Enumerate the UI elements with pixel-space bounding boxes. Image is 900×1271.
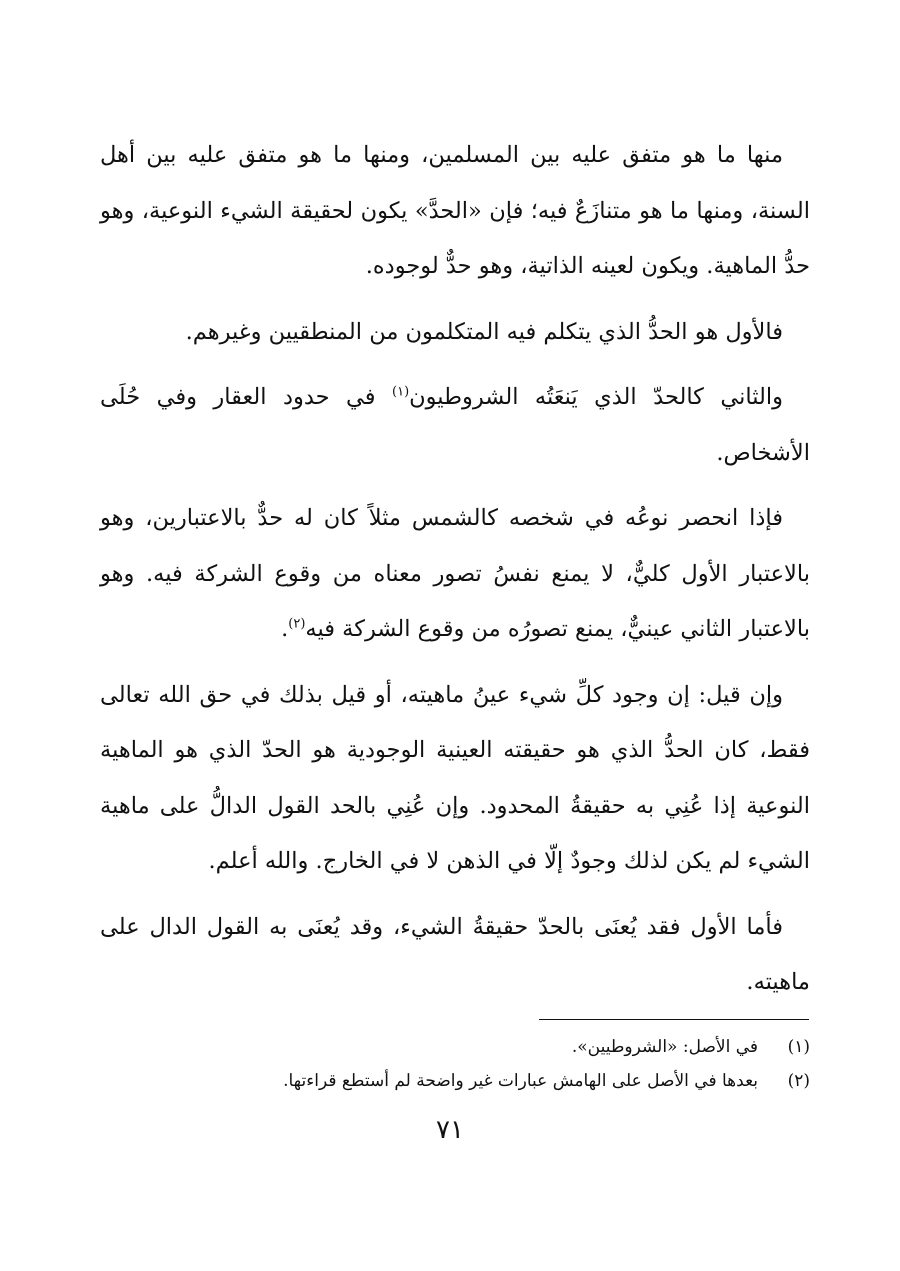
footnote-2 <box>100 1064 810 1098</box>
footnote-2-number: (٢) <box>787 1071 810 1091</box>
paragraph-1 <box>100 128 810 295</box>
paragraph-6-text: فأما الأول فقد يُعنَى بالحدّ حقيقةُ الشيء، وقد يُعنَى به القول الدال على ماهيته. <box>100 913 810 995</box>
paragraph-3 <box>100 370 810 481</box>
footnote-ref-1[interactable]: (١) <box>392 384 410 400</box>
footnote-1 <box>100 1030 810 1064</box>
main-text <box>100 128 810 1021</box>
paragraph-1-text: منها ما هو متفق عليه بين المسلمين، ومنها ما هو متفق عليه بين أهل السنة، ومنها ما هو متنازَعٌ فيه؛ فإن «الحدَّ» يكون لحقيقة الشيء النوعية، وهو حدُّ الماهية. ويكون لعينه الذاتية، وهو حدٌّ لوجوده. <box>100 142 810 279</box>
paragraph-5 <box>100 668 810 890</box>
page-number: ٧١ <box>436 1115 464 1145</box>
paragraph-6 <box>100 900 810 1011</box>
footnotes <box>100 1030 810 1098</box>
paragraph-4-text-after: . <box>281 616 289 642</box>
paragraph-3-text-before: والثاني كالحدّ الذي يَنعَتُه الشروطيون <box>409 384 783 410</box>
paragraph-5-text: وإن قيل: إن وجود كلِّ شيء عينُ ماهيته، أو قيل بذلك في حق الله تعالى فقط، كان الحدُّ الذي هو حقيقته العينية الوجودية هو الحدّ الذي هو الماهية النوعية إذا عُنِي به حقيقةُ المحدود. وإن عُنِي بالحد القول الدالُّ على ماهية الشيء لم يكن لذلك وجودٌ إلّا في الذهن لا في الخارج. والله أعلم. <box>100 681 810 874</box>
footnote-2-text: بعدها في الأصل على الهامش عبارات غير واضحة لم أستطع قراءتها. <box>283 1071 758 1091</box>
footnote-ref-2[interactable]: (٢) <box>288 616 306 632</box>
paragraph-2-text: فالأول هو الحدُّ الذي يتكلم فيه المتكلمون من المنطقيين وغيرهم. <box>185 318 783 345</box>
paragraph-4 <box>100 491 810 658</box>
footnote-divider <box>539 1019 809 1020</box>
paragraph-3-text-after: في حدود العقار وفي حُلَى الأشخاص. <box>100 384 810 466</box>
footnote-1-number: (١) <box>787 1037 810 1057</box>
paragraph-4-text-before: فإذا انحصر نوعُه في شخصه كالشمس مثلاً كان له حدٌّ بالاعتبارين، وهو بالاعتبار الأول كليٌّ، لا يمنع نفسُ تصور معناه من وقوع الشركة فيه. وهو بالاعتبار الثاني عينيٌّ، يمنع تصورُه من وقوع الشركة فيه <box>100 505 810 642</box>
paragraph-2 <box>100 305 810 361</box>
footnote-1-text: في الأصل: «الشروطيين». <box>571 1037 758 1057</box>
